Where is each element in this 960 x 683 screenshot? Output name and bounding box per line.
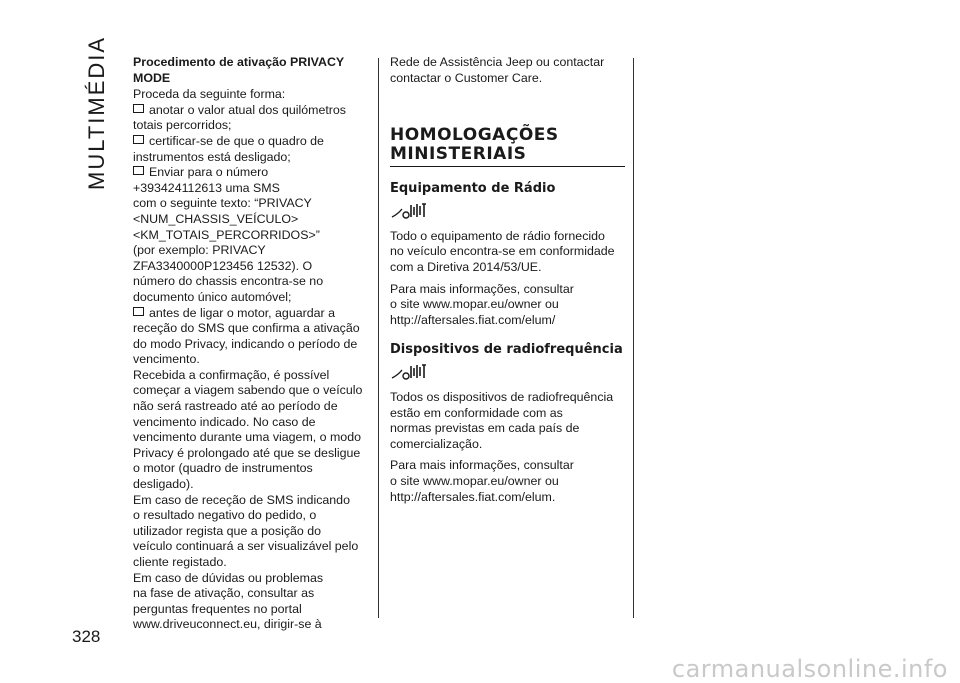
paragraph-line: vencimento durante uma viagem, o modo <box>133 430 361 445</box>
intro-text: Proceda da seguinte forma: <box>133 87 286 102</box>
paragraph <box>133 571 369 633</box>
bullet-text: <KM_TOTAIS_PERCORRIDOS>” <box>133 227 320 242</box>
bullet-text: <NUM_CHASSIS_VEÍCULO> <box>133 211 299 226</box>
paragraph-line: normas previstas em cada país de <box>390 421 580 436</box>
paragraph-line: começar a viagem sabendo que o veículo <box>133 383 363 398</box>
bullet-text: certificar-se de que o quadro de <box>149 133 324 148</box>
page-number: 328 <box>72 627 101 646</box>
chapter-heading-line: MINISTERIAIS <box>390 144 527 165</box>
paragraph-line: Em caso de dúvidas ou problemas <box>133 570 324 585</box>
checkbox-icon <box>133 135 144 144</box>
paragraph-line: http://aftersales.fiat.com/elum/ <box>390 312 556 327</box>
paragraph-line: Privacy é prolongado até que se desligue <box>133 445 361 460</box>
paragraph-line: não será rastreado até ao período de <box>133 399 338 414</box>
paragraph <box>133 368 369 493</box>
right-column <box>390 55 625 505</box>
paragraph-line: o site www.mopar.eu/owner ou <box>390 473 559 488</box>
paragraph-line: no veículo encontra-se em conformidade <box>390 244 615 259</box>
bullet-text: anotar o valor atual dos quilómetros <box>149 102 346 117</box>
chapter-heading <box>390 126 625 167</box>
paragraph-line: Recebida a confirmação, é possível <box>133 367 330 382</box>
column-divider <box>633 58 634 618</box>
paragraph-line: Todos os dispositivos de radiofrequência <box>390 389 614 404</box>
paragraph-line: o motor (quadro de instrumentos <box>133 461 313 476</box>
bullet-text: com o seguinte texto: “PRIVACY <box>133 196 312 211</box>
bullet-text: (por exemplo: PRIVACY <box>133 243 266 258</box>
bullet-text: antes de ligar o motor, aguardar a <box>149 305 335 320</box>
paragraph-line: perguntas frequentes no portal <box>133 601 302 616</box>
bullet-item <box>133 165 369 305</box>
bullet-text: instrumentos está desligado; <box>133 149 291 164</box>
bullet-item <box>133 134 369 165</box>
paragraph-line: estão em conformidade com as <box>390 405 563 420</box>
bullet-text: ZFA3340000P123456 12532). O <box>133 258 313 273</box>
paragraph-line: Rede de Assistência Jeep ou contactar <box>390 55 605 69</box>
paragraph-line: o site www.mopar.eu/owner ou <box>390 297 559 312</box>
paragraph-line: http://aftersales.fiat.com/elum. <box>390 489 556 504</box>
bullet-text: +393424112613 uma SMS <box>133 180 280 195</box>
paragraph-line: cliente registado. <box>133 555 227 569</box>
bullet-text: totais percorridos; <box>133 118 232 133</box>
bullet-text: receção do SMS que confirma a ativação <box>133 321 360 336</box>
paragraph-line: Para mais informações, consultar <box>390 458 574 473</box>
paragraph-line: Todo o equipamento de rádio fornecido <box>390 228 605 243</box>
paragraph-line: Em caso de receção de SMS indicando <box>133 492 350 507</box>
paragraph-line: o resultado negativo do pedido, o <box>133 508 317 523</box>
paragraph-line: Para mais informações, consultar <box>390 281 574 296</box>
watermark: carmanualsonline.info <box>671 655 948 683</box>
checkbox-icon <box>133 104 144 113</box>
checkbox-icon <box>133 166 144 175</box>
chapter-heading-line: HOMOLOGAÇÕES <box>390 125 559 146</box>
paragraph-line: vencimento indicado. No caso de <box>133 414 316 429</box>
paragraph-line: com a Diretiva 2014/53/UE. <box>390 259 542 274</box>
paragraph-line: contactar o Customer Care. <box>390 70 543 85</box>
paragraph-line: www.driveuconnect.eu, dirigir-se à <box>133 617 322 632</box>
paragraph-line: na fase de ativação, consultar as <box>133 586 315 601</box>
bullet-text: Enviar para o número <box>149 165 269 180</box>
bullet-text: vencimento. <box>133 352 200 367</box>
bullet-text: número do chassis encontra-se no <box>133 274 324 289</box>
paragraph-line: desligado). <box>133 477 194 492</box>
column-divider <box>378 58 379 618</box>
paragraph-line: veículo continuará a ser visualizável pelo <box>133 539 359 554</box>
subsection-heading: Dispositivos de radiofrequência <box>390 342 623 358</box>
checkbox-icon <box>133 307 144 316</box>
subsection-heading: Equipamento de Rádio <box>390 181 556 197</box>
bullet-text: documento único automóvel; <box>133 289 292 304</box>
paragraph <box>133 493 369 571</box>
radio-frequency-icon <box>390 362 625 384</box>
left-column <box>133 55 369 633</box>
bullet-item <box>133 103 369 134</box>
radio-equipment-icon <box>390 201 625 223</box>
paragraph-line: utilizador regista que a posição do <box>133 523 322 538</box>
section-side-title: MULTIMÉDIA <box>84 35 109 190</box>
bullet-text: do modo Privacy, indicando o período de <box>133 336 358 351</box>
section-heading: Procedimento de ativação PRIVACY MODE <box>133 55 344 85</box>
paragraph-line: comercialização. <box>390 436 483 451</box>
bullet-item <box>133 306 369 368</box>
